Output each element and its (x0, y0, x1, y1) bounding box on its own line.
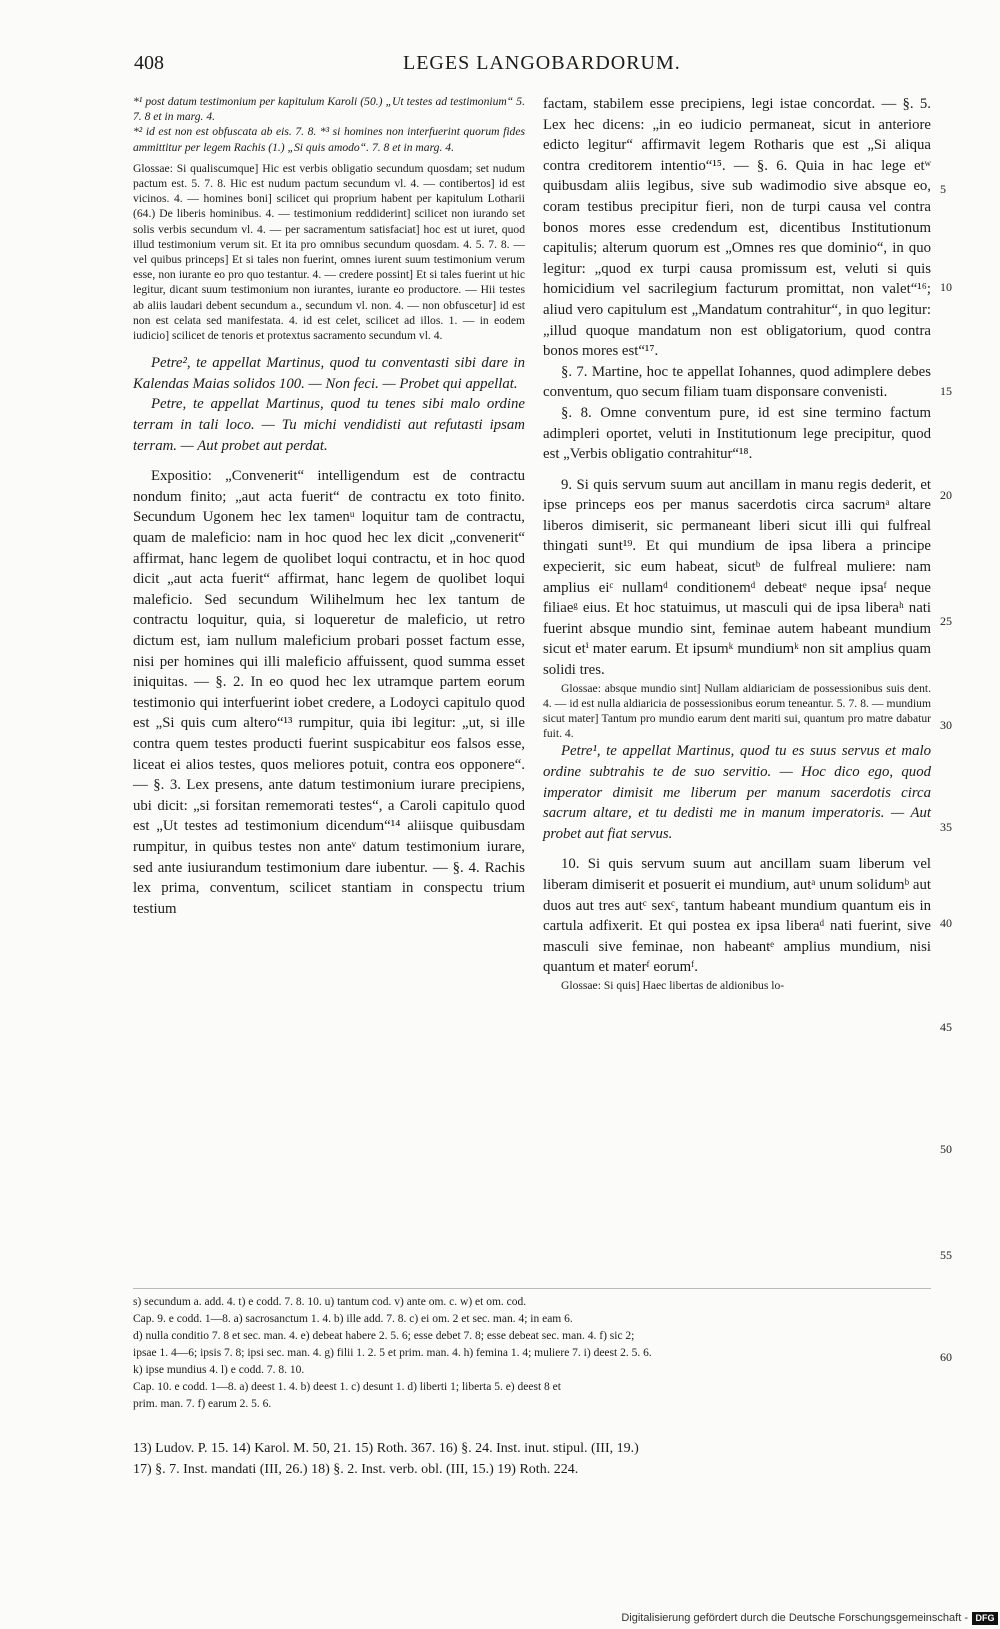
source-footnotes (133, 1438, 931, 1480)
formula-paragraph: Petre, te appellat Martinus, quod tu tenes sibi malo ordine terram in tali loco. — Tu michi vendidisti aut refutasti ipsam terram. — Aut probet aut perdat. (133, 396, 525, 454)
line-number: 35 (940, 820, 952, 834)
line-number: 30 (940, 718, 952, 732)
marginal-note: *¹ post datum testimonium per kapitulum Karoli (50.) „Ut testes ad testimonium“ 5. 7. 8 et in marg. 4. (133, 95, 525, 124)
variant-footnotes (133, 1294, 931, 1413)
footnote-line: d) nulla conditio 7. 8 et sec. man. 4. e) debeat habere 2. 5. 6; esse debet 7. 8; esse debeat sec. man. 4. f) sic 2; (133, 1330, 635, 1342)
line-number: 50 (940, 1142, 952, 1156)
footnote-line: 13) Ludov. P. 15. 14) Karol. M. 50, 21. 15) Roth. 367. 16) §. 24. Inst. inut. stipul. (III, 19.) (133, 1441, 639, 1456)
line-number: 20 (940, 488, 952, 502)
footnote-line: prim. man. 7. f) earum 2. 5. 6. (133, 1398, 272, 1410)
running-title: LEGES LANGOBARDORUM. (403, 52, 681, 74)
line-number: 45 (940, 1020, 952, 1034)
dfg-logo: DFG (972, 1612, 998, 1625)
line-number: 10 (940, 280, 952, 294)
line-number: 25 (940, 614, 952, 628)
law-chapter-9: 9. Si quis servum suum aut ancillam in manu regis dederit, et ipse princeps eos per manus sacerdotis circa sacrumᵃ altare liberos dimiserit, sic permaneant liberi sicut illi qui fulfreal thingati sunt¹⁹. Et qui mundium de ipsa libera a principe expecierit, sic eum habeat, sicutᵇ de fulfreal muliere: nam amplius eiᶜ nullamᵈ conditionemᵈ debeatᵉ neque ipsaᶠ neque filiaeᵍ eius. Et hoc statuimus, ut masculi qui de ipsa liberaʰ nati fuerint absque mundio sint, feminae autem habeant mundium sicut etⁱ mater earum. Et ipsumᵏ mundiumᵏ non sit amplius quam solidi tres. (543, 476, 931, 679)
footnote-line: ipsae 1. 4—6; ipsis 7. 8; ipsi sec. man. 4. g) filii 1. 2. 5 et prim. man. 4. h) femina 1. 4; muliere 7. i) deest 2. 5. 6. (133, 1347, 652, 1359)
line-number: 55 (940, 1248, 952, 1262)
text-paragraph: §. 7. Martine, hoc te appellat Iohannes, quod adimplere debes conventum, quo secum filiam tuam disponsare convenisti. (543, 363, 931, 401)
footnote-line: Cap. 10. e codd. 1—8. a) deest 1. 4. b) deest 1. c) desunt 1. d) liberti 1; liberta 5. e) deest 8 et (133, 1381, 561, 1393)
page-number: 408 (134, 52, 164, 74)
footer (0, 1610, 1000, 1629)
marginal-note: *² id est non est obfuscata ab eis. 7. 8. *³ si homines non interfuerint quorum fides ammittitur per legem Rachis (1.) „Si quis amodo“. 7. 8 et in marg. 4. (133, 125, 525, 154)
footnote-divider (133, 1288, 931, 1289)
glossae-block: Glossae: Si quis] Haec libertas de aldionibus lo- (561, 978, 785, 992)
page-header (0, 52, 1000, 82)
line-number: 60 (940, 1350, 952, 1364)
line-number: 15 (940, 384, 952, 398)
expositio-paragraph: Expositio: „Convenerit“ intelligendum est de contractu nondum finito; „aut acta fuerit“ de contractu ex toto finito. Secundum Ugonem hec lex tamenᵘ loquitur tam de contractu, quam de maleficio: nam in hoc quod hec lex dicit „convenerit“ affirmat, hanc legem de quolibet loqui contractu, et in hoc quod dicit „aut acta fuerit“ affirmat, hanc legem de quolibet loqui maleficio. Sed secundum Wilihelmum hec lex tantum de contractu loquitur, quia, si loqueretur de maleficio, ut retro dictum est, iam nullum maleficium probari posset factum esse, nisi per homines qui illi maleficio affuissent, quod summa esset iniquitas. — §. 2. In eo quod hec lex utramque partem eorum testimonio qui interfuerint iobet credere, a Lodoyci capitulo quod est „Si quis cum altero“¹³ rumpitur, quia ibi legitur: „ut, si ille contra quem testes producti fuerint suspicabitur eos falsos esse, liceat ei alios testes, quos meliores potuit, contra eos opponere“. — §. 3. Lex presens, ante datum testimonium iurare precipiens, ubi dicit: „si forsitan rememorati testes“, a Caroli capitulo quod est „Ut testes ad testimonium dicendum“¹⁴ aliisque quibusdam rumpitur, in quibus testes non anteᵛ datum testimonium iurare, sed ante iusiurandum testimonium dare iubentur. — §. 4. Rachis lex prima, conventum, scilicet stantiam in conspectu trium testium (133, 468, 525, 917)
footnote-line: s) secundum a. add. 4. t) e codd. 7. 8. 10. u) tantum cod. v) ante om. c. w) et om. cod. (133, 1296, 527, 1308)
glossae-block: Glossae: absque mundio sint] Nullam aldiariciam de possessionibus suis dent. 4. — id est nulla aldiaricia de possessionibus eorum teneantur. 5. 7. 8. — mundium sicut mater] Tantum pro mundio earum dent mariti sui, quantum pro matre dabatur fuit. 4. (543, 681, 931, 741)
funding-credit: Digitalisierung gefördert durch die Deutsche Forschungsgemeinschaft - (621, 1612, 968, 1624)
text-paragraph: §. 8. Omne conventum pure, id est sine termino factum adimpleri oportet, veluti in Institutionum lege precipitur, quod est „Verbis obligatio contrahitur“¹⁸. (543, 404, 931, 463)
footnote-line: k) ipse mundius 4. l) e codd. 7. 8. 10. (133, 1364, 305, 1376)
formula-paragraph: Petre¹, te appellat Martinus, quod tu es suus servus et malo ordine subtrahis te de suo servitio. — Hoc dico ego, quod imperator dimisit me liberum per manum sacerdotis circa sacrum altare, et tu dedisti me in manum imperatoris. — Aut probet aut fiat servus. (543, 743, 931, 842)
glossae-block: Glossae: Si qualiscumque] Hic est verbis obligatio secundum quosdam; set nudum pactum est. 5. 7. 8. Hic est nudum pactum secundum vl. 4. — contibertos] id est vicinos. 4. — homines boni] scilicet qui proprium habent per kapitulum Lotharii (64.) De liberis hominibus. 4. — testimonium reddiderint] scilicet non iurando set solis verbis secundum vl. 4. — per sacramentum satisfaciat] hoc est ut iuret, quod illud testimonium verum sit. Et ita pro omnibus secundum quosdam. 4. 5. 7. 8. — vel quibus princeps] Et si tales non fuerint, omnes iurent suum testimonium verum esse, non iurante eo pro quo testantur. 4. — credere possint] Et si tales fuerint ut hic legitur, dicant suum testimonium non iurantes, iurante eo productore. — Hii testes ab aliis laudari debent secundum a., secundum vl. non. 4. — non obfuscetur] id est non est celata sed manifestata. 4. id est celet, scilicet ad illos. 1. — in eodem iudicio] scilicet de tenoris et protextus sacramento secundum vl. 4. (133, 161, 525, 343)
line-number: 40 (940, 916, 952, 930)
footnote-line: Cap. 9. e codd. 1—8. a) sacrosanctum 1. 4. b) ille add. 7. 8. c) ei om. 2 et sec. man. 4; in eam 6. (133, 1313, 573, 1325)
left-column (133, 94, 525, 919)
law-chapter-10: 10. Si quis servum suum aut ancillam suam liberum vel liberam dimiserit et posuerit ei mundium, autᵃ unum solidumᵇ aut duos aut tres autᶜ sexᶜ, tantum habeant mundium quantum eis in cartula adfixerit. Et qui postea ex ipsa liberaᵈ nati fuerint, sive masculi sive feminae, non habeantᵉ amplius mundium, nisi quantum et materᶠ eorumᶠ. (543, 856, 931, 976)
formula-paragraph: Petre², te appellat Martinus, quod tu conventasti sibi dare in Kalendas Maias solidos 100. — Non feci. — Probet qui appellat. (133, 355, 525, 392)
text-paragraph: factam, stabilem esse precipiens, legi istae concordat. — §. 5. Lex hec dicens: „in eo iudicio permaneat, sicut in anteriore edicto legitur“ affirmavit legem Rotharis que est „Si aliqua contra creditorem intentio“¹⁵. — §. 6. Quia in hac lege etʷ quibusdam aliis legibus, sive sub wadimodio sive absque eo, coram testibus precipitur fieri, non de turpi causa vel contra bonos mores esse credendum est, dicentibus Institutionum capitulis; alterum quorum est „Omnes res que dominio“, in quo legitur: „quod ex turpi causa promissum est, veluti si quis homicidium vel sacrilegium facturum promittat, non valet“¹⁶; aliud vero capitulum est „Mandatum contrahitur“, in quo legitur: „illud quoque mandatum non est obligatorium, quod contra bonos mores est“¹⁷. (543, 96, 931, 360)
line-number: 5 (940, 182, 946, 196)
footnote-line: 17) §. 7. Inst. mandati (III, 26.) 18) §. 2. Inst. verb. obl. (III, 15.) 19) Roth. 224. (133, 1462, 579, 1477)
right-column (543, 94, 931, 993)
